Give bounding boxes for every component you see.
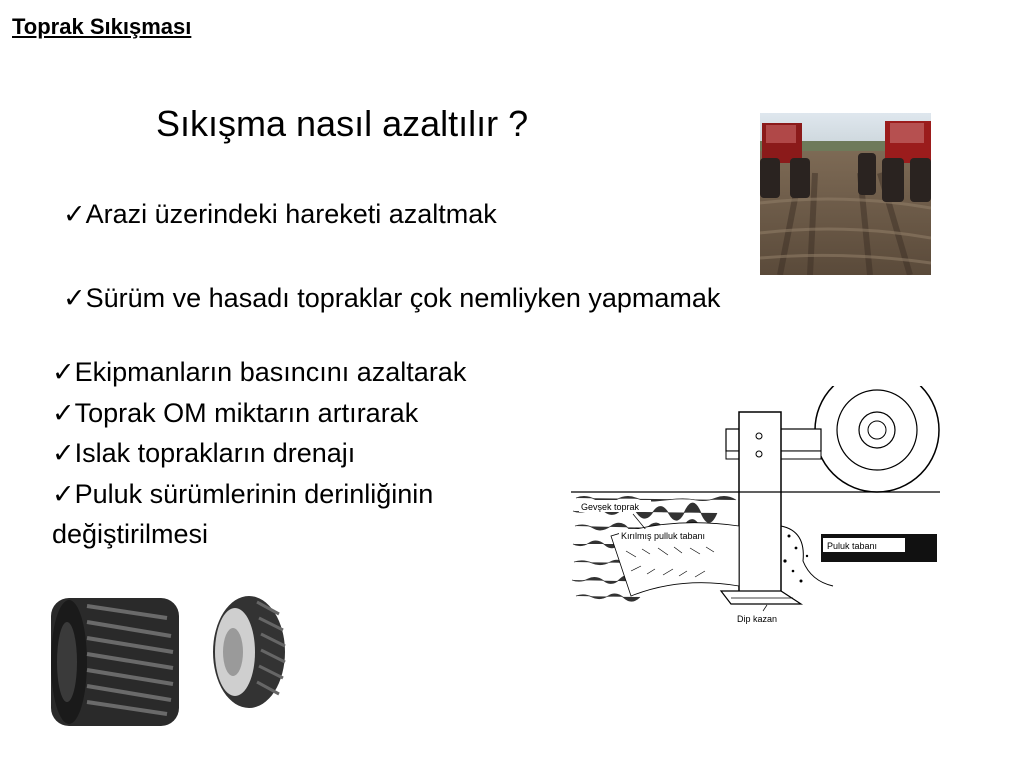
list-item-text: Ekipmanların basıncını azaltarak <box>74 357 467 387</box>
list-item-text: Islak toprakların drenajı <box>74 438 356 468</box>
large-tire-icon <box>51 598 179 726</box>
label-broken-plow-pan: Kırılmış pulluk tabanı <box>621 531 706 541</box>
list-item-text: Puluk sürümlerinin derinliğinin <box>74 478 434 509</box>
check-icon: ✓ <box>63 199 86 229</box>
tractors-field-photo <box>760 113 931 275</box>
bullet-list <box>52 352 466 555</box>
bullet-reduce-traffic <box>63 198 497 230</box>
check-icon: ✓ <box>52 397 75 428</box>
bullet-avoid-wet-tillage <box>63 282 720 314</box>
check-icon: ✓ <box>52 438 75 468</box>
list-item <box>52 352 466 393</box>
small-tire-icon <box>213 596 285 708</box>
label-loose-soil: Gevşek toprak <box>581 502 640 512</box>
tractor-tires-image <box>47 592 292 730</box>
bullet-text: Arazi üzerindeki hareketi azaltmak <box>85 199 497 229</box>
list-item-text: Toprak OM miktarın artırarak <box>74 397 419 428</box>
list-item <box>52 474 466 515</box>
slide-title: Sıkışma nasıl azaltılır ? <box>156 103 529 144</box>
list-item <box>52 433 466 474</box>
check-icon: ✓ <box>52 478 75 509</box>
label-subsoiler: Dip kazan <box>737 614 778 624</box>
list-item <box>52 393 466 434</box>
label-plow-pan: Puluk tabanı <box>827 541 878 551</box>
check-icon: ✓ <box>52 357 75 387</box>
slide-heading: Toprak Sıkışması <box>12 14 192 39</box>
subsoiler-diagram <box>571 386 940 626</box>
bullet-text: Sürüm ve hasadı topraklar çok nemliyken yapmamak <box>85 283 721 313</box>
check-icon: ✓ <box>63 283 86 313</box>
tractor-wheel-icon <box>815 386 939 492</box>
list-item-continuation: değiştirilmesi <box>52 519 209 549</box>
